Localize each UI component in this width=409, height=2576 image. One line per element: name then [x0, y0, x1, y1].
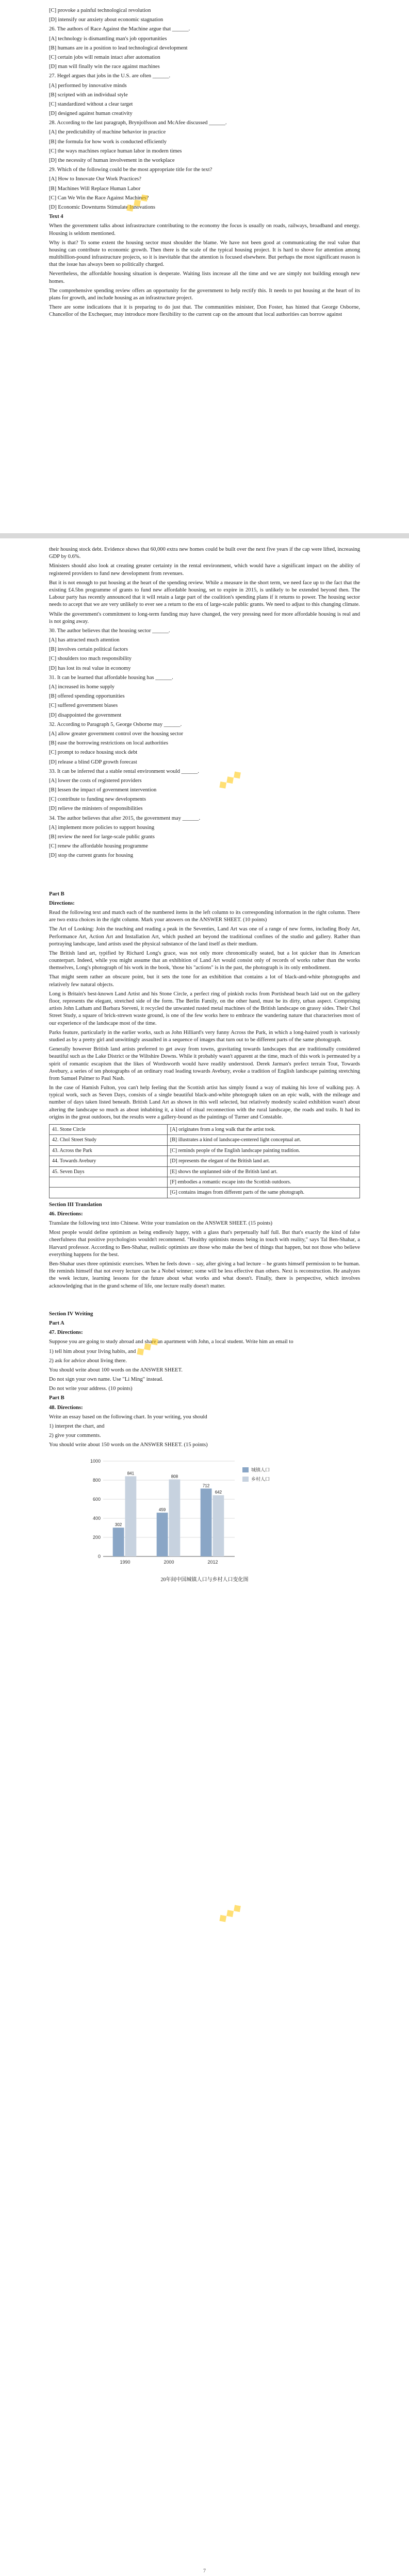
match-item: 42. Chol Street Study — [50, 1135, 168, 1145]
option: [B] offered spending opportunities — [49, 693, 125, 700]
option: [B] the formula for how work is conducted efficiently — [49, 139, 167, 145]
option: [C] the ways machines replace human labor in modern times — [49, 148, 182, 154]
option: [A] lower the costs of registered providers — [49, 777, 142, 784]
legend-label: 城镇人口 — [251, 1467, 270, 1473]
y-tick-label: 600 — [92, 1496, 101, 1502]
section-3-title: Section III Translation — [49, 1201, 102, 1208]
note: Do not write your address. (10 points) — [49, 1386, 133, 1392]
page-divider — [0, 533, 409, 538]
question-31: 31. It can be learned that affordable housing has ______. — [49, 674, 173, 681]
match-item — [50, 1177, 168, 1187]
chart-caption: 20年间中国城镇人口与乡村人口变化图 — [160, 1577, 249, 1583]
legend-swatch — [242, 1467, 249, 1472]
option: [B] Machines Will Replace Human Labor — [49, 185, 141, 192]
match-item: 43. Across the Park — [50, 1145, 168, 1156]
paragraph: Most people would define optimism as being endlessly happy, with a glass that's perpetually half full. But that's exactly the kind of false cheerfulness that positive psychologists wouldn't recommend. "Healthy optimists means being in touch with reality," says Tal Ben-Shahar, a Harvard professor. According to Ben-Shahar, realistic optimists are those who make the best of things that happen, but not those who believe everything happens for the best. — [49, 1230, 360, 1258]
option: [A] has attracted much attention — [49, 637, 120, 643]
option: [A] implement more policies to support housing — [49, 824, 155, 831]
paragraph: Nevertheless, the affordable housing situation is desperate. Waiting lists increase all the time and we are simply not building enough new homes. — [49, 271, 360, 284]
paragraph: Ministers should also look at creating greater certainty in the rental environment, which would have a significant impact on the ability of registered providers to fund new development from revenues. — [49, 563, 360, 577]
part-b2-title: Part B — [49, 1395, 64, 1401]
match-item: 44. Towards Avebury — [50, 1156, 168, 1166]
task-item: 2) ask for advice about living there. — [49, 1358, 127, 1364]
note: Do not sign your own name. Use "Li Ming" instead. — [49, 1377, 163, 1383]
directions-label: 46. Directions: — [49, 1211, 83, 1217]
option: [C] prompt to reduce housing stock debt — [49, 750, 138, 756]
option: [A] the predictability of machine behavior in practice — [49, 129, 166, 135]
option: [A] How to Innovate Our Work Practices? — [49, 176, 141, 182]
exam-page-2 — [49, 546, 360, 1585]
table-row — [50, 1135, 360, 1145]
paragraph: But it is not enough to put housing at the heart of the spending review. While a measure in the short term, we need face up to the fact that the existing £4.5bn programme of grants to fund new affordable housing, set to expire in 2015, is unlikely to be extended beyond then. The Labour party has recently announced that it will retain a large part of the coalition's spending plans if it returns to power. The housing sector needs to accept that we are very unlikely to ever see a return to the era of large-scale public grants. We need to adjust to this changing climate. — [49, 580, 360, 608]
y-tick-label: 1000 — [90, 1458, 101, 1464]
paragraph: Parks feature, particularly in the earlier works, such as John Hilliard's very funny Across the Park, in which a long-haired youth is variously studied as by a pretty girl and unwittingly assaulted in a sequence of images that turn out to be different parts of the same photograph. — [49, 1029, 360, 1043]
option: [D] the necessity of human involvement in the workplace — [49, 158, 175, 163]
exam-page-1 — [49, 7, 360, 321]
paragraph: Why is that? To some extent the housing sector must shoulder the blame. We have not been good at communicating the real value that housing can contribute to economic growth. Then there is the scale of the typical housing project. It is hard to shove for attention among multibillion-pound infrastructure projects, so it is inevitable that the attention is focused elsewhere. But perhaps the most significant reason is that the issue has always been so politically charged. — [49, 240, 360, 268]
directions-label: Directions: — [49, 900, 75, 906]
option: [B] involves certain political factors — [49, 647, 128, 653]
directions-label: 48. Directions: — [49, 1404, 83, 1411]
match-choice: [G] contains images from different parts of the same photograph. — [167, 1188, 359, 1198]
data-label: 712 — [202, 1483, 210, 1488]
part-b-title: Part B — [49, 891, 64, 897]
y-tick-label: 0 — [97, 1553, 101, 1559]
question-33: 33. It can be inferred that a stable rental environment would ______. — [49, 768, 199, 774]
option: [C] provoke a painful technological revolution — [49, 8, 151, 13]
question-34: 34. The author believes that after 2015, the government may ______. — [49, 815, 201, 821]
table-row — [50, 1188, 360, 1198]
paragraph: their housing stock debt. Evidence shows that 60,000 extra new homes could be built over the next five years if the cap were lifted, increasing GDP by 0.6%. — [49, 547, 360, 560]
bar — [113, 1528, 124, 1556]
y-tick-label: 200 — [92, 1534, 101, 1540]
paragraph: Ben-Shahar uses three optimistic exercises. When he feels down – say, after giving a bad lecture – he grants himself permission to be human. He reminds himself that not every lecture can be a Nobel winner; some will be less effective than others. Next is reconstruction. He analyzes the week lecture, learning lessons for the future about what works and what doesn't. Finally, there is perspective, which involves acknowledging that in the grand scheme of life, one lecture really doesn't matter. — [49, 1261, 360, 1289]
match-choice: [E] shows the unplanned side of the British land art. — [167, 1166, 359, 1177]
task-item: 1) tell him about your living habits, and — [49, 1348, 136, 1354]
option: [B] lessen the impact of government intervention — [49, 787, 157, 793]
option: [D] designed against human creativity — [49, 111, 133, 117]
option: [D] disappointed the government — [49, 712, 122, 718]
question-27: 27. Hegel argues that jobs in the U.S. are often ______. — [49, 73, 171, 79]
task-item: 1) interpret the chart, and — [49, 1423, 105, 1430]
match-choice: [C] reminds people of the English landscape painting tradition. — [167, 1145, 359, 1156]
option: [B] humans are in a position to lead technological development — [49, 45, 188, 51]
option: [C] suffered government biases — [49, 703, 118, 709]
option: [A] performed by innovative minds — [49, 82, 127, 89]
matching-table — [49, 1124, 360, 1198]
directions-text: Read the following text and match each of the numbered items in the left column to its corresponding information in the right column. There are two extra choices in the right column. Mark your answers on the ANSWER SHEET. (10 points) — [49, 909, 360, 923]
option: [C] renew the affordable housing programme — [49, 843, 148, 850]
bar — [157, 1513, 168, 1556]
watermark-stamp: ◆◆◆ — [133, 1333, 162, 1359]
option: [D] release a blind GDP growth forecast — [49, 759, 137, 765]
bar — [201, 1488, 212, 1556]
option: [D] intensify our anxiety about economic stagnation — [49, 17, 163, 23]
option: [B] ease the borrowing restrictions on local authorities — [49, 740, 168, 747]
option: [D] Economic Downturns Stimulate Innovations — [49, 204, 155, 210]
match-choice: [B] illustrates a kind of landscape-centered light conceptual art. — [167, 1135, 359, 1145]
question-29: 29. Which of the following could be the most appropriate title for the text? — [49, 167, 212, 173]
paragraph: There are some indications that it is preparing to do just that. The communities minister, Don Foster, has hinted that George Osborne, Chancellor of the Exchequer, may introduce more flexibility to the current cap on the amount that local authorities can borrow against — [49, 304, 360, 318]
y-tick-label: 400 — [92, 1515, 101, 1521]
legend-label: 乡村人口 — [251, 1477, 270, 1482]
watermark-stamp: ◆◆◆ — [215, 1900, 244, 1926]
option: [A] technology is dismantling man's job opportunities — [49, 36, 167, 42]
option: [C] certain jobs will remain intact after automation — [49, 54, 160, 60]
table-row — [50, 1145, 360, 1156]
option: [C] standardized without a clear target — [49, 101, 133, 107]
option: [C] Can We Win the Race Against Machines? — [49, 195, 149, 201]
paragraph: The Art of Looking: Join the teaching and reading a peak in the Seventies, Land Art was one of a range of new forms, including Body Art, Performance Art, Action Art and Installation Art, which pushed art beyond the traditional confines of the studio and gallery. Rather than portraying landscape, land artists used the physical substance of the land itself as their medium. — [49, 926, 360, 947]
option: [C] shoulders too much responsibility — [49, 656, 132, 662]
paragraph: In the case of Hamish Fulton, you can't help feeling that the Scottish artist has simply found a way of making his love of walking pay. A typical work, such as Seven Days, consists of a single beautiful black-and-white photograph taken on an epic walk, with the mileage and number of days taken listed beneath. British Land Art as shown in this well selected, but relatively modestly scaled exhibition wasn't about altering the landscape so much as about inhabiting it, a kind of ritual reconnection with the rural landscape, the roads and trails. It had its origins in the great outdoors, but the results were a gallery-bound as the paintings of Turner and Constable. — [49, 1085, 360, 1120]
page-number: 7 — [203, 2568, 206, 2574]
paragraph: That might seem rather an obscure point, but it sets the tone for an exhibition that contains a lot of black-and-white photographs and relatively few natural objects. — [49, 974, 360, 988]
question-26: 26. The authors of Race Against the Machine argue that ______. — [49, 26, 190, 32]
data-label: 302 — [114, 1522, 122, 1527]
data-label: 642 — [215, 1489, 222, 1495]
watermark-stamp: ◆◆◆ — [122, 189, 152, 215]
part-a-title: Part A — [49, 1320, 64, 1326]
data-label: 808 — [171, 1474, 178, 1479]
question-28: 28. According to the last paragraph, Brynjolfsson and McAfee discussed ______. — [49, 120, 227, 126]
population-bar-chart — [80, 1453, 302, 1572]
x-tick-label: 1990 — [120, 1559, 130, 1565]
chart-container — [80, 1453, 360, 1574]
watermark-stamp: ◆◆◆ — [215, 766, 244, 792]
task-item: 2) give your comments. — [49, 1433, 101, 1439]
paragraph: The British land art, typified by Richard Long's grace, was not only more chronomically seated, but a lot quicker than its American counterpart. Indeed, while you might assume that an exhibition of Land Art would consist only of records of works rather than the works themselves, Long's photograph of his work in the book, 'those his "actions" is in the past, the photograph is its only embodiment. — [49, 950, 360, 971]
bar — [213, 1495, 224, 1556]
note: You should write about 100 words on the ANSWER SHEET. — [49, 1367, 183, 1373]
table-row — [50, 1125, 360, 1135]
option: [B] review the need for large-scale public grants — [49, 834, 155, 840]
x-tick-label: 2000 — [163, 1559, 174, 1565]
match-item: 41. Stone Circle — [50, 1125, 168, 1135]
section-4-title: Section IV Writing — [49, 1311, 93, 1317]
directions-text: Translate the following text into Chinese. Write your translation on the ANSWER SHEET. (15 points) — [49, 1221, 273, 1227]
x-tick-label: 2012 — [207, 1559, 218, 1565]
data-label: 459 — [158, 1507, 166, 1512]
option: [D] relieve the ministers of responsibilities — [49, 806, 143, 812]
bar — [125, 1476, 137, 1556]
option: [C] contribute to funding new developments — [49, 796, 146, 803]
option: [A] allow greater government control over the housing sector — [49, 731, 184, 737]
table-row — [50, 1177, 360, 1187]
match-choice: [F] embodies a romantic escape into the Scottish outdoors. — [167, 1177, 359, 1187]
paragraph: The comprehensive spending review offers an opportunity for the government to help rectify this. It needs to put housing at the heart of its plans for growth, and include housing as an infrastructure project. — [49, 287, 360, 301]
match-item — [50, 1188, 168, 1198]
directions-label: 47. Directions: — [49, 1330, 83, 1336]
directions-text: Suppose you are going to study abroad and share an apartment with John, a local student. Write him an email to — [49, 1339, 293, 1345]
question-32: 32. According to Paragraph 5, George Osborne may ______. — [49, 721, 182, 727]
data-label: 841 — [127, 1471, 135, 1476]
directions-text: Write an essay based on the following chart. In your writing, you should — [49, 1414, 207, 1420]
y-tick-label: 800 — [92, 1477, 101, 1483]
table-row — [50, 1166, 360, 1177]
option: [D] stop the current grants for housing — [49, 853, 133, 859]
match-choice: [A] originates from a long walk that the artist took. — [167, 1125, 359, 1135]
question-30: 30. The author believes that the housing sector ______. — [49, 628, 170, 634]
note: You should write about 150 words on the ANSWER SHEET. (15 points) — [49, 1442, 208, 1448]
bar — [169, 1479, 181, 1556]
match-choice: [D] represents the elegant of the British land art. — [167, 1156, 359, 1166]
option: [B] scripted with an individual style — [49, 92, 128, 98]
option: [D] has lost its real value in economy — [49, 665, 131, 671]
text4-title: Text 4 — [49, 214, 63, 220]
option: [A] increased its home supply — [49, 684, 115, 690]
paragraph: Generally however British land artists preferred to get away from towns, gravitating towards landscapes that are traditionally considered beautiful such as the Lake District or the Wiltshire Downs. While it probably wasn't apparent at the time, much of this work is permeated by a spirit of romantic escapism that the likes of Wordsworth would have readily understood. Derek Jarman's prefect terrain Tout, Towards Avebury, a series of ten photographs of an ordinary road leading towards Avebury, evoke a tradition of English landscape painting stretching from Samuel Palmer to Paul Nash. — [49, 1046, 360, 1081]
match-item: 45. Seven Days — [50, 1166, 168, 1177]
paragraph: When the government talks about infrastructure contributing to the economy the focus is usually on roads, railways, broadband and energy. Housing is seldom mentioned. — [49, 223, 360, 236]
paragraph: While the government's commitment to long-term funding may have changed, the very pressing need for more affordable housing is real and is not going away. — [49, 611, 360, 624]
legend-swatch — [242, 1477, 249, 1482]
paragraph: Long is Britain's best-known Land Artist and his Stone Circle, a perfect ring of pinkish rocks from Portishead beach laid out on the gallery floor, represents the elegant, stretched side of the form. The Berlin Family, on the other hand, must be its dirty, urban aspect. Comprising artists John Latham and Barbara Steveni, it recycled the unwanted rusted metal machines of the British landscape on grassy sides. Their Chol Street Study, a square of brick-strewn waste ground, is one of the few works here to embrace the wandering nature that characterises most of our experience of the landscape most of the time. — [49, 991, 360, 1026]
option: [D] man will finally win the race against machines — [49, 64, 160, 70]
table-row — [50, 1156, 360, 1166]
